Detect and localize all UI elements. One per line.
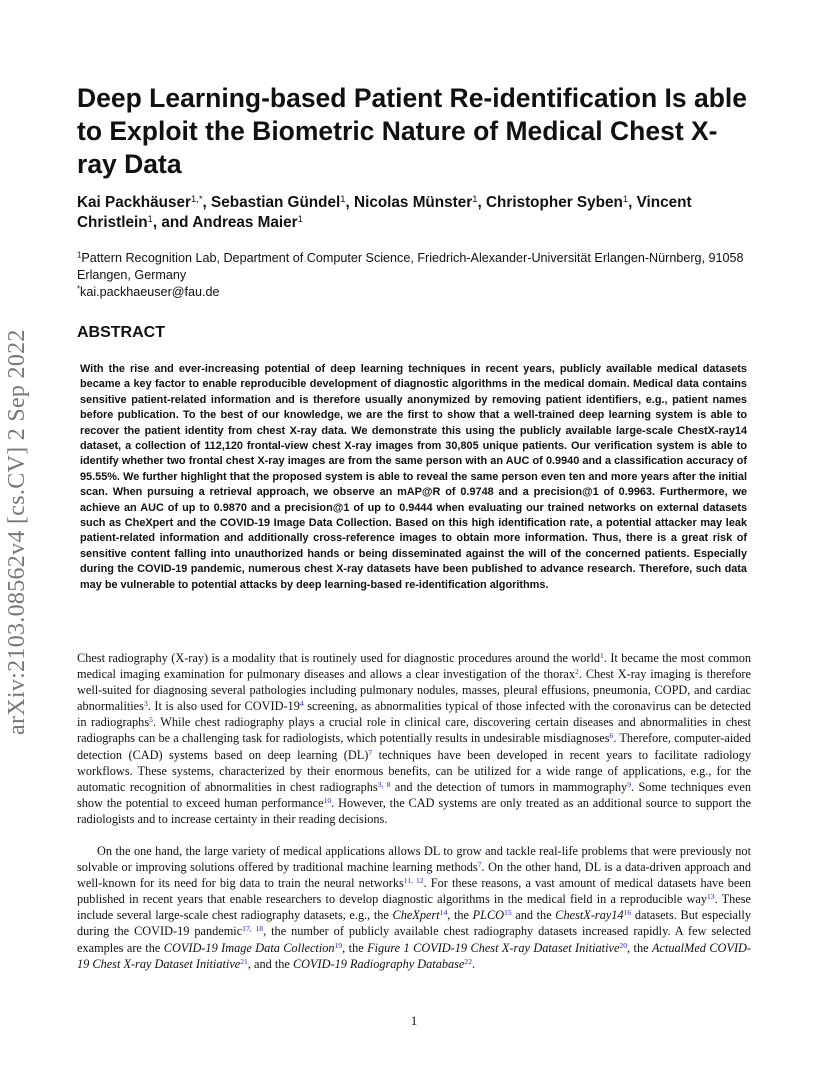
affiliation-marker: 1 [77, 250, 82, 260]
abstract-text: With the rise and ever-increasing potential of deep learning techniques in recent years, publicly available medical datasets became a key factor to enable reproducible development of diagnostic algorithms in the medical domain. Medical data contains sensitive patient-related information and is therefore usually anonymized by removing patient identifiers, e.g., patient names before publication. To the best of our knowledge, we are the first to show that a well-trained deep learning system is able to recover the patient identity from chest X-ray data. We demonstrate this using the publicly available large-scale ChestX-ray14 dataset, a collection of 112,120 frontal-view chest X-ray images from 30,805 unique patients. Our verification system is able to identify whether two frontal chest X-ray images are from the same person with an AUC of 0.9940 and a classification accuracy of 95.55%. We further highlight that the proposed system is able to reveal the same person even ten and more years after the initial scan. When pursuing a retrieval approach, we observe an mAP@R of 0.9748 and a precision@1 of 0.9963. Furthermore, we achieve an AUC of up to 0.9870 and a precision@1 of up to 0.9444 when evaluating our trained networks on external datasets such as CheXpert and the COVID-19 Image Data Collection. Based on this high identification rate, a potential attacker may leak patient-related information and additionally cross-reference images to obtain more information. Thus, there is a great risk of sensitive content falling into unauthorized hands or being disseminated against the will of the concerned patients. Especially during the COVID-19 pandemic, numerous chest X-ray datasets have been published to advance research. Therefore, such data may be vulnerable to potential attacks by deep learning-based re-identification algorithms. [80, 363, 747, 591]
page-number: 1 [410, 1013, 418, 1028]
email-marker: * [77, 284, 81, 294]
citation-link[interactable]: 2 [575, 666, 579, 676]
paper-title: Deep Learning-based Patient Re-identification Is able to Exploit the Biometric Nature of Medical Chest X-ray Data [77, 83, 747, 179]
citation-link[interactable]: 6 [609, 731, 614, 741]
citation-link[interactable]: 22 [464, 956, 473, 966]
citation-link[interactable]: 7 [368, 747, 373, 757]
author-affiliation-marker: 1 [472, 193, 478, 205]
citation-link[interactable]: 7 [477, 859, 482, 869]
author-name: Vincent Christlein [77, 194, 692, 231]
author-affiliation-marker: 1 [622, 193, 629, 205]
dataset-name: COVID-19 Radiography Database [292, 956, 465, 971]
citation-link[interactable]: 10 [323, 795, 332, 805]
dataset-name: PLCO [472, 908, 505, 923]
affiliation-block [77, 250, 767, 301]
dataset-name: CheXpert [392, 908, 440, 923]
author-affiliation-marker: 1,* [190, 193, 203, 205]
dataset-name: ChestX-ray14 [555, 908, 624, 923]
citation-link[interactable]: 14 [439, 908, 448, 918]
body-paragraph-1: Chest radiography (X-ray) is a modality that is routinely used for diagnostic procedures around the world$^1$. It became the most common medical imaging examination for pulmonary diseases and allows a clear investigation of the thorax$^2$. Chest X-ray imaging is therefore well-suited for diagnosing several pathologies including pulmonary nodules, masses, pleural effusions, pneumonia, COPD, and cardiac abnormalities$^3$. It is also used for COVID-19$^4$ screening, as abnormalities typical of those infected with the coronavirus can be detected in radiographs$^5$. While chest radiography plays a crucial role in clinical care, discovering certain diseases and abnormalities in chest radiographs can be a challenging task for radiologists, which potentially results in undesirable misdiagnoses$^6$. Therefore, computer-aided detection (CAD) systems based on deep learning (DL)$^7$ techniques have been developed in recent years to facilitate radiology workflows. These systems, characterized by their enormous benefits, can be utilized for a wide range of applications, e.g., for the automatic recognition of abnormalities in chest radiographs$^{3, 8}$ and the detection of tumors in mammography$^9$. Some techniques even show the potential to exceed human performance$^{10}$. However, the CAD systems are only treated as an additional source to support the radiologists and to increase certainty in their reading decisions. [77, 650, 751, 826]
body-paragraph-2: On the one hand, the large variety of medical applications allows DL to grow and tackle real-life problems that were previously not solvable or improving solutions offered by traditional machine learning methods$^7$. On the other hand, DL is a data-driven approach and well-known for its need for big data to train the neural networks$^{11, 12}$. For these reasons, a vast amount of medical datasets have been published in recent years that enable researchers to develop diagnostic algorithms in the medical field in a reproducible way$^{13}$. These include several large-scale chest radiography datasets, e.g., the CheXpert$^{14}$, the PLCO$^{15}$ and the ChestX-ray14$^{16}$ datasets. But especially during the COVID-19 pandemic$^{17, 18}$, the number of publicly available chest radiography datasets increased rapidly. A few selected examples are the COVID-19 Image Data Collection$^{19}$, the Figure 1 COVID-19 Chest X-ray Dataset Initiative$^{20}$, the ActualMed COVID-19 Chest X-ray Dataset Initiative$^{21}$, and the COVID-19 Radiography Database$^{22}$. [77, 844, 752, 971]
author-name: Sebastian Gündel [211, 194, 341, 211]
author-name: Andreas Maier [192, 214, 298, 231]
citation-link[interactable]: 15 [504, 908, 512, 918]
author-affiliation-marker: 1 [297, 213, 303, 225]
abstract-heading: ABSTRACT [77, 324, 165, 341]
author-name: Christopher Syben [485, 194, 623, 211]
author-affiliation-marker: 1 [147, 213, 153, 225]
email-line [77, 284, 767, 301]
citation-link[interactable]: 3 [143, 699, 148, 709]
citation-link[interactable]: 1 [600, 650, 604, 660]
dataset-name: ActualMed COVID-19 Chest X-ray Dataset Initiative [77, 940, 752, 971]
dataset-name: COVID-19 Image Data Collection [163, 940, 335, 955]
author-list: Kai Packhäuser$^{1,*}$, Sebastian Gündel$^1$, Nicolas Münster$^1$, Christopher Syben$^1$, Vincent Christlein$^1$, and Andreas Maier$^1$ [77, 193, 692, 231]
citation-link[interactable]: 17, 18 [242, 924, 264, 934]
author-name: Nicolas Münster [354, 194, 473, 211]
author-affiliation-marker: 1 [340, 193, 346, 205]
citation-link[interactable]: 19 [334, 940, 343, 950]
citation-link[interactable]: 13 [706, 892, 715, 902]
citation-link[interactable]: 3, 8 [377, 779, 391, 789]
affiliation-text: Pattern Recognition Lab, Department of Computer Science, Friedrich-Alexander-Universität Erlangen-Nürnberg, 91058 Erlangen, Germany [77, 251, 744, 282]
citation-link[interactable]: 16 [623, 908, 632, 918]
citation-link[interactable]: 9 [627, 779, 632, 789]
citation-link[interactable]: 21 [240, 956, 248, 966]
corresponding-email[interactable]: kai.packhaeuser@fau.de [80, 285, 220, 299]
affiliation-line [77, 250, 767, 284]
citation-link[interactable]: 4 [299, 699, 304, 709]
citation-link[interactable]: 11, 12 [403, 876, 424, 885]
citation-link[interactable]: 5 [149, 715, 153, 725]
citation-link[interactable]: 20 [619, 940, 628, 950]
dataset-name: Figure 1 COVID-19 Chest X-ray Dataset Initiative [367, 940, 620, 955]
arxiv-identifier-stamp: arXiv:2103.08562v4 [cs.CV] 2 Sep 2022 [4, 329, 30, 735]
author-name: Kai Packhäuser [77, 194, 191, 211]
